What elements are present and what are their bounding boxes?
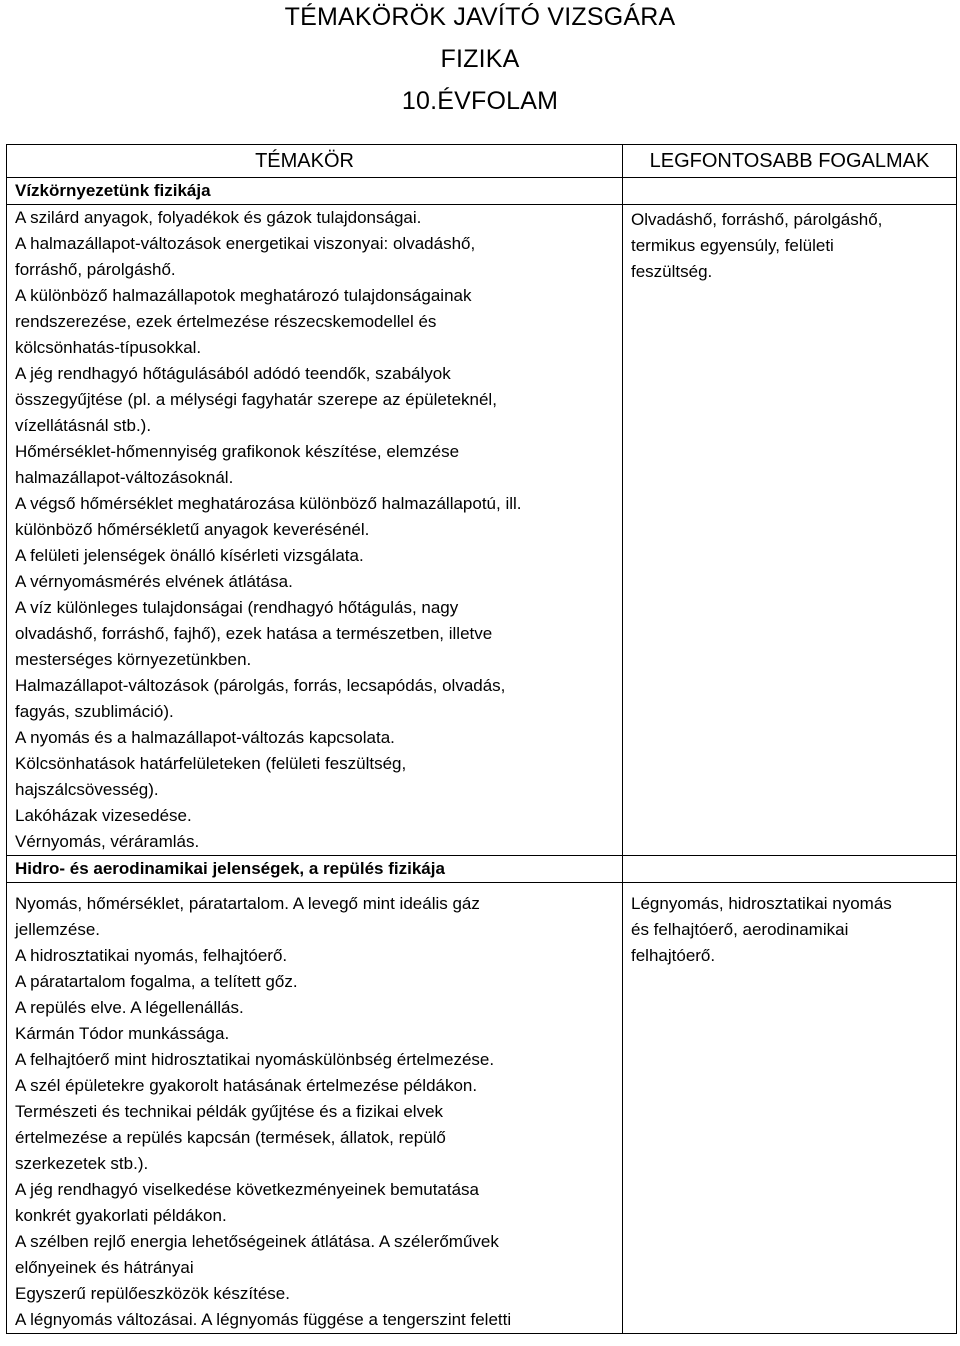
topic-line: A különböző halmazállapotok meghatározó tulajdonságainak xyxy=(15,286,472,305)
concepts-list xyxy=(623,883,957,1334)
topic-line: A szél épületekre gyakorolt hatásának értelmezése példákon. xyxy=(15,1076,478,1095)
topic-line: A végső hőmérséklet meghatározása különböző halmazállapotú, ill. xyxy=(15,494,522,513)
topic-line: Egyszerű repülőeszközök készítése. xyxy=(15,1284,290,1303)
document-title: TÉMAKÖRÖK JAVÍTÓ VIZSGÁRA xyxy=(284,3,676,31)
concept-line: felhajtóerő. xyxy=(631,946,716,965)
topic-line: A jég rendhagyó hőtágulásából adódó teendők, szabályok xyxy=(15,364,451,383)
topic-line: A szélben rejlő energia lehetőségeinek átlátása. A szélerőművek xyxy=(15,1232,499,1251)
concepts-list xyxy=(623,205,957,856)
section-title-row xyxy=(7,178,957,205)
topic-list xyxy=(7,883,623,1334)
topic-line: vízellátásnál stb.). xyxy=(15,416,152,435)
topic-line: olvadáshő, forráshő, fajhő), ezek hatása a természetben, illetve xyxy=(15,624,493,643)
topic-line: értelmezése a repülés kapcsán (termések, állatok, repülő xyxy=(15,1128,446,1147)
topic-line: Halmazállapot-változások (párolgás, forrás, lecsapódás, olvadás, xyxy=(15,676,506,695)
topic-line: A repülés elve. A légellenállás. xyxy=(15,998,244,1017)
topic-line: jellemzése. xyxy=(15,920,101,939)
empty-cell xyxy=(623,856,957,883)
concept-line: Légnyomás, hidrosztatikai nyomás xyxy=(631,894,892,913)
topic-line: A felhajtóerő mint hidrosztatikai nyomáskülönbség értelmezése. xyxy=(15,1050,495,1069)
topic-line: Kölcsönhatások határfelületeken (felületi feszültség, xyxy=(15,754,407,773)
topic-line: A felületi jelenségek önálló kísérleti vizsgálata. xyxy=(15,546,364,565)
section-content-row xyxy=(7,205,957,856)
topic-line: forráshő, párolgáshő. xyxy=(15,260,176,279)
section-content-row xyxy=(7,883,957,1334)
empty-cell xyxy=(623,178,957,205)
topic-line: különböző hőmérsékletű anyagok keverésénél. xyxy=(15,520,370,539)
topic-line: hajszálcsövesség). xyxy=(15,780,159,799)
topic-line: fagyás, szublimáció). xyxy=(15,702,174,721)
topic-line: Természeti és technikai példák gyűjtése és a fizikai elvek xyxy=(15,1102,444,1121)
topic-line: mesterséges környezetünkben. xyxy=(15,650,252,669)
concept-line: termikus egyensúly, felületi xyxy=(631,236,834,255)
subject-title: FIZIKA xyxy=(440,45,520,73)
grade-title: 10.ÉVFOLAM xyxy=(401,87,559,115)
section-title: Hidro- és aerodinamikai jelenségek, a repülés fizikája xyxy=(7,856,623,883)
topic-line: Nyomás, hőmérséklet, páratartalom. A levegő mint ideális gáz xyxy=(15,894,480,913)
topic-line: A víz különleges tulajdonságai (rendhagyó hőtágulás, nagy xyxy=(15,598,459,617)
table-header-row xyxy=(7,145,957,178)
topic-line: konkrét gyakorlati példákon. xyxy=(15,1206,227,1225)
topics-table xyxy=(6,144,957,1334)
topic-line: előnyeinek és hátrányai xyxy=(15,1258,194,1277)
topic-line: A jég rendhagyó viselkedése következményeinek bemutatása xyxy=(15,1180,480,1199)
concept-line: feszültség. xyxy=(631,262,713,281)
header-concepts: LEGFONTOSABB FOGALMAK xyxy=(623,145,957,178)
topic-line: A hidrosztatikai nyomás, felhajtóerő. xyxy=(15,946,288,965)
topic-line: kölcsönhatás-típusokkal. xyxy=(15,338,202,357)
topic-line: Vérnyomás, véráramlás. xyxy=(15,832,200,851)
concept-line: és felhajtóerő, aerodinamikai xyxy=(631,920,849,939)
topic-line: A páratartalom fogalma, a telített gőz. xyxy=(15,972,298,991)
topic-line: halmazállapot-változásoknál. xyxy=(15,468,234,487)
topic-line: szerkezetek stb.). xyxy=(15,1154,149,1173)
topic-line: Lakóházak vizesedése. xyxy=(15,806,192,825)
concept-line: Olvadáshő, forráshő, párolgáshő, xyxy=(631,210,883,229)
topic-line: összegyűjtése (pl. a mélységi fagyhatár szerepe az épületeknél, xyxy=(15,390,497,409)
header-topic: TÉMAKÖR xyxy=(7,145,623,178)
topic-line: Hőmérséklet-hőmennyiség grafikonok készítése, elemzése xyxy=(15,442,460,461)
section-title: Vízkörnyezetünk fizikája xyxy=(7,178,623,205)
topic-list xyxy=(7,205,623,856)
topic-line: rendszerezése, ezek értelmezése részecskemodellel és xyxy=(15,312,437,331)
topic-line: Kármán Tódor munkássága. xyxy=(15,1024,230,1043)
topic-line: A szilárd anyagok, folyadékok és gázok tulajdonságai. xyxy=(15,208,422,227)
section-title-row xyxy=(7,856,957,883)
topic-line: A légnyomás változásai. A légnyomás függése a tengerszint feletti xyxy=(15,1310,512,1329)
topic-line: A halmazállapot-változások energetikai viszonyai: olvadáshő, xyxy=(15,234,476,253)
topic-line: A vérnyomásmérés elvének átlátása. xyxy=(15,572,293,591)
topic-line: A nyomás és a halmazállapot-változás kapcsolata. xyxy=(15,728,395,747)
